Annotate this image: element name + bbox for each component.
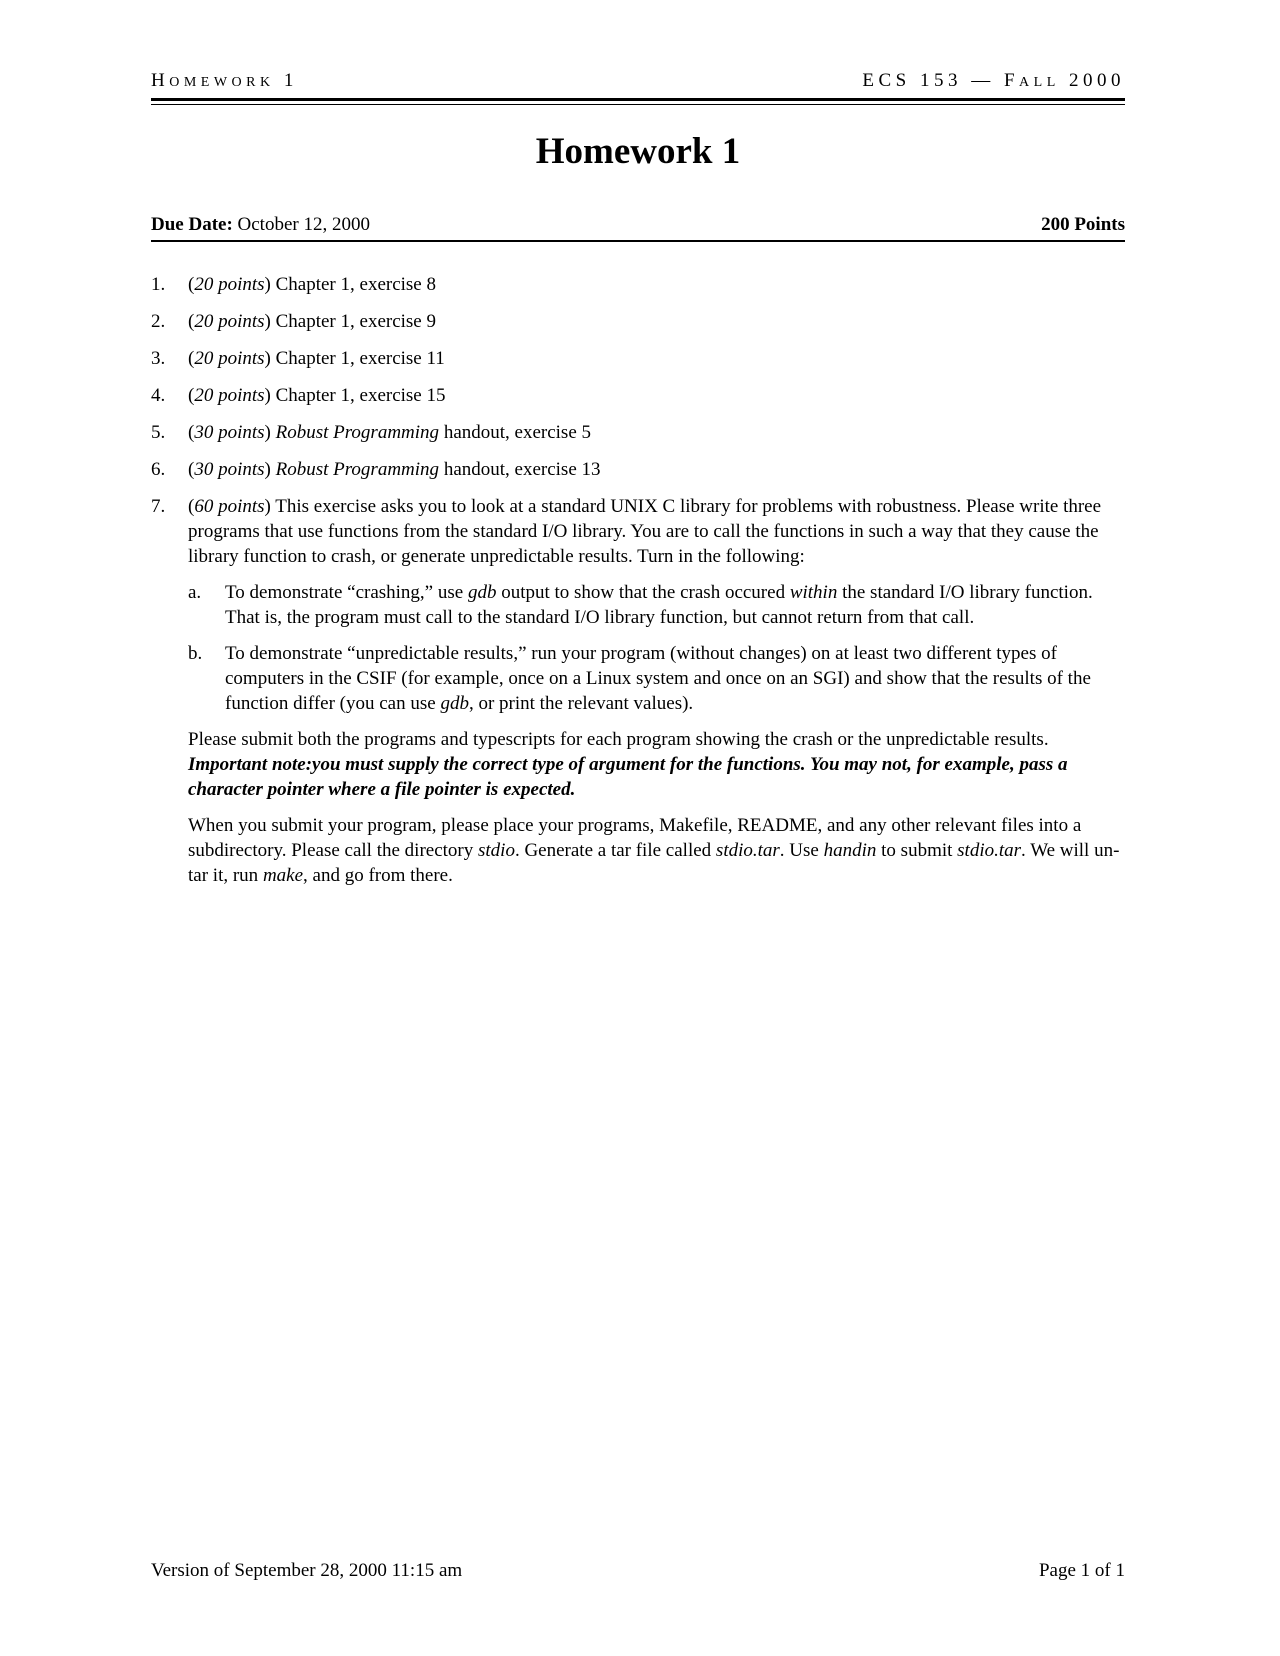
submission-paragraph: Please submit both the programs and typescripts for each program showing the crash or the unpredictable results. Important note:you must supply the correct type of argument for the functions. You may not, for example, pass a character pointer where a file pointer is expected. (188, 729, 1068, 800)
due-rule (151, 240, 1125, 242)
sub-item-b: b. To demonstrate “unpredictable results,” run your program (without changes) on at least two different types of computers in the CSIF (for example, once on a Linux system and once on an SGI) and show that the results of the function differ (you can use gdb, or print the relevant values). (188, 643, 1091, 714)
header-left: HOMEWORK 1 (151, 70, 298, 91)
sub-item-a: a. To demonstrate “crashing,” use gdb output to show that the crash occured within the standard I/O library function. That is, the program must call to the standard I/O library function, but cannot return from that call. (188, 582, 1093, 628)
important-note: Important note:you must supply the correct type of argument for the functions. You may not, for example, pass a character pointer where a file pointer is expected. (188, 754, 1068, 800)
header-rule (151, 98, 1125, 101)
list-item: 5. (30 points) Robust Programming handout, exercise 5 (151, 422, 592, 443)
due-date: Due Date: October 12, 2000 (151, 214, 370, 235)
exercise-list (151, 272, 1125, 900)
list-item: 6. (30 points) Robust Programming handout, exercise 13 (151, 459, 601, 480)
handin-paragraph: When you submit your program, please place your programs, Makefile, README, and any other relevant files into a subdirectory. Please call the directory stdio. Generate a tar file called stdio.tar. Use handin to submit stdio.tar. We will un-tar it, run make, and go from there. (188, 815, 1120, 886)
list-item: 3. (20 points) Chapter 1, exercise 11 (151, 348, 445, 369)
document-page (151, 0, 1125, 1656)
list-item: 2. (20 points) Chapter 1, exercise 9 (151, 311, 436, 332)
page-title: Homework 1 (535, 131, 741, 172)
header-right: ECS 153 — FALL 2000 (862, 70, 1125, 91)
list-item: 1. (20 points) Chapter 1, exercise 8 (151, 274, 436, 295)
header-rule-thin (151, 104, 1125, 105)
list-item-exercise-7: 7. (60 points) This exercise asks you to look at a standard UNIX C library for problems with robustness. Please write three programs that use functions from the standard I/O library. You are to call the functions in such a way that they cause the library function to crash, or generate unpredictable results. Turn in the following: a. To demonstrate “crashing,” use gdb output to show that the crash occured within the standard I/O library function. That is, the program must call to the standard I/O library function, but cannot return from that call. b. To demonstrate “unpredictable results,” run your program (without changes) on at least two different types of computers in the CSIF (for example, once on a Linux system and once on an SGI) and show that the results of the function differ (you can use gdb, or print the relevant values). Please submit both the programs and typescripts for each program showing the crash or the unpredictable results. Important note:you must supply the correct type of argument for the functions. You may not, for example, pass a character pointer where a file pointer is expected. When you submit your program, please place your programs, Makefile, README, and any other relevant files into a subdirectory. Please call the directory stdio. Generate a tar file called stdio.tar. Use handin to submit stdio.tar. We will un-tar it, run make, and go from there. (151, 494, 1125, 888)
version-stamp: Version of September 28, 2000 11:15 am (151, 1560, 463, 1581)
page-number: Page 1 of 1 (1038, 1560, 1125, 1581)
total-points: 200 Points (1041, 214, 1125, 235)
list-item: 4. (20 points) Chapter 1, exercise 15 (151, 385, 446, 406)
